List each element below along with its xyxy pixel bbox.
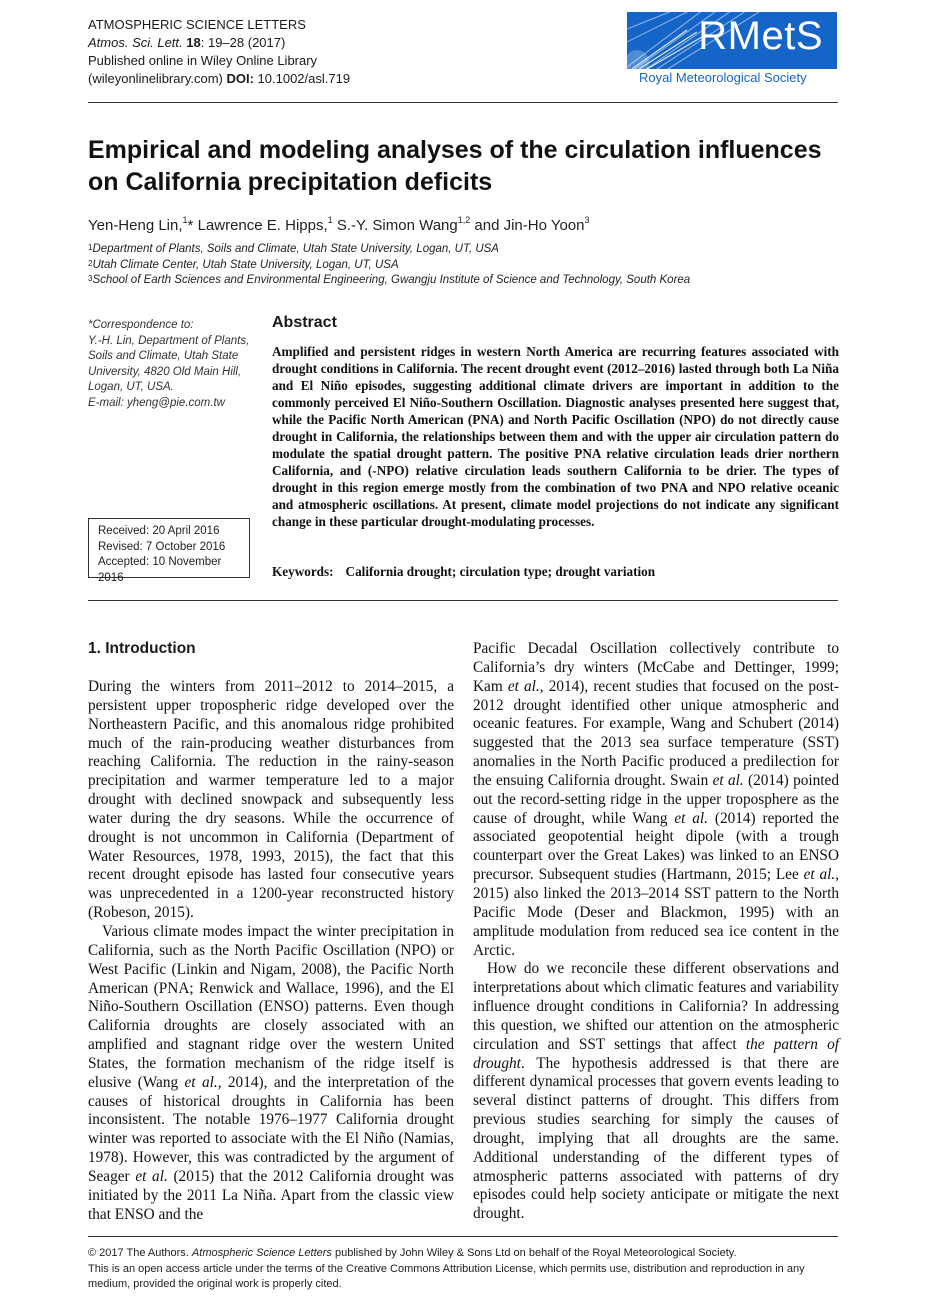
copyright-text: published by John Wiley & Sons Ltd on behalf of the Royal Meteorological Society. <box>331 1247 737 1259</box>
logo-society: Royal Meteorological Society <box>639 70 807 85</box>
doi-label: DOI: <box>226 71 254 86</box>
accepted-date: Accepted: 10 November 2016 <box>98 556 222 584</box>
library-name: (wileyonlinelibrary.com) <box>88 71 227 86</box>
abstract-rule <box>88 600 838 601</box>
text-run: Various climate modes impact the winter precipitation in California, such as the North Pacific Oscillation (NPO) or West Pacific (Linkin and Nigam, 2008), the Pacific North American (PNA; Renwick and Wallace, 1996), and the El Niño-Southern Oscillation (ENSO) patterns. Even though California droughts are closely associated with an amplified and stagnant ridge over the western United States, the formation mechanism of the ridge itself is elusive (Wang <box>88 922 454 1091</box>
affiliation <box>88 259 399 271</box>
text-run: . The hypothesis addressed is that there are different dynamical processes that govern events leading to several distinct patterns of drought. This differs from previous studies searching for simply the causes of drought, implying that all droughts are the same. Additional understanding of the different types of atmospheric patterns associated with patterns of dry episodes could help society anticipate or mitigate the next drought. <box>473 1054 839 1223</box>
logo-banner <box>627 12 837 69</box>
text-run: , 2015) also linked the 2013–2014 SST pattern to the North Pacific Mode (Deser and Blackmon, 1995) with an amplitude modulation from reduced sea ice content in the Arctic. <box>473 866 839 959</box>
affiliation-text: Department of Plants, Soils and Climate, Utah State University, Logan, UT, USA <box>92 243 499 255</box>
text-run: , 2014), and the interpretation of the causes of historical droughts in California has been inconsistent. The notable 1976–1977 California drought winter was reported to associate with the El Niño (Namias, 1978). However, this was contradicted by the argument of Seager <box>88 1073 455 1185</box>
section-heading: 1. Introduction <box>88 640 196 657</box>
correspondence-note <box>88 318 258 411</box>
text-run-italic: et al. <box>135 1167 168 1185</box>
received-date: Received: 20 April 2016 <box>98 525 220 537</box>
text-run: , 2014), recent studies that focused on the post-2012 drought identified other unique atmospheric and oceanic features. For example, Wang and Schubert (2014) suggested that the 2013 sea surface temperature (SST) anomalies in the North Pacific produced a predilection for the ensuing California drought. Swain <box>473 677 839 789</box>
text-run-italic: et al. <box>507 677 540 695</box>
published-line: Published online in Wiley Online Library <box>88 53 318 68</box>
author-sup: 1 <box>182 215 188 225</box>
text-run: (2015) that the 2012 California drought was initiated by the 2011 La Niña. Apart from the classic view that ENSO and the <box>88 1167 454 1223</box>
copyright-text: © 2017 The Authors. <box>88 1247 192 1259</box>
keywords <box>272 564 839 580</box>
author-name: Lawrence E. Hipps, <box>197 217 328 234</box>
body-column-left <box>88 678 454 1224</box>
paragraph <box>473 960 839 1224</box>
paragraph <box>473 640 839 960</box>
keywords-list: California drought; circulation type; drought variation <box>345 564 656 579</box>
author <box>198 217 333 234</box>
doi-line <box>88 70 350 88</box>
copyright-journal: Atmospheric Science Letters <box>191 1247 332 1259</box>
text-run: (2014) reported the associated geopotential height dipole (with a trough counterpart over the Great Lakes) was linked to an ENSO precursor. Subsequent studies (Hartmann, 2015; Lee <box>473 809 839 884</box>
affiliation-text: School of Earth Sciences and Environmental Engineering, Gwangju Institute of Science and Technology, South Korea <box>92 274 691 286</box>
affiliation <box>88 274 690 286</box>
correspondence-line: Y.-H. Lin, Department of Plants, <box>88 334 250 347</box>
text-run-italic: et al. <box>674 809 709 827</box>
logo-word: RMetS <box>698 14 823 58</box>
author-corresponding-mark: * <box>187 217 194 234</box>
affiliation-sup: 3 <box>88 274 93 283</box>
journal-name: ATMOSPHERIC SCIENCE LETTERS <box>88 17 306 32</box>
affiliation-sup: 1 <box>88 243 93 252</box>
footer <box>88 1246 840 1293</box>
paragraph <box>88 923 454 1225</box>
text-run-italic: et al. <box>803 866 836 884</box>
author-sup: 1,2 <box>457 215 471 225</box>
author <box>88 217 193 234</box>
article-history <box>88 518 250 584</box>
author-name: S.-Y. Simon Wang <box>336 217 458 234</box>
correspondence-line: Soils and Climate, Utah State <box>88 350 239 362</box>
author <box>474 217 589 234</box>
affiliation-text: Utah Climate Center, Utah State University, Logan, UT, USA <box>92 259 399 271</box>
text-run-italic: et al. <box>184 1073 218 1091</box>
author-sup: 3 <box>584 215 590 225</box>
correspondence-line: Logan, UT, USA. <box>88 381 174 393</box>
footer-rule <box>88 1236 838 1237</box>
citation <box>88 34 350 52</box>
author-name: and Jin-Ho Yoon <box>474 217 585 234</box>
citation-volume: 18 <box>186 35 201 50</box>
revised-date: Revised: 7 October 2016 <box>98 540 226 553</box>
article-title: Empirical and modeling analyses of the circulation influences on California precipitation deficits <box>88 136 822 196</box>
citation-pages: : 19–28 (2017) <box>200 35 286 50</box>
author-list <box>88 217 590 234</box>
text-run: (2014) pointed out the record-setting ridge in the upper troposphere as the cause of drought, while Wang <box>473 771 839 827</box>
text-run-italic: et al. <box>712 771 744 789</box>
keywords-label: Keywords: <box>272 564 334 579</box>
doi-value[interactable]: 10.1002/asl.719 <box>253 71 351 86</box>
affiliation <box>88 243 499 255</box>
body-column-right <box>473 640 839 1224</box>
correspondence-email[interactable]: E-mail: yheng@pie.com.tw <box>88 396 225 409</box>
citation-abbr: Atmos. Sci. Lett. <box>88 35 183 50</box>
copyright-line <box>88 1246 840 1262</box>
author <box>337 217 470 234</box>
text-run-italic: the pattern of drought <box>473 1035 839 1072</box>
correspondence-line: University, 4820 Old Main Hill, <box>88 365 242 378</box>
author-sup: 1 <box>327 215 333 225</box>
abstract-heading: Abstract <box>272 314 337 331</box>
journal-info <box>88 16 350 88</box>
correspondence-line: *Correspondence to: <box>88 319 194 331</box>
text-run: How do we reconcile these different observations and interpretations about which climatic features and variability influence drought conditions in California? In addressing this question, we shifted our attention on the atmospheric circulation and SST settings that affect <box>473 960 839 1053</box>
abstract-body: Amplified and persistent ridges in western North America are recurring features associated with drought conditions in California. The recent drought event (2012–2016) lasted through both La Niña and El Niño episodes, suggesting additional climate drivers are important in addition to the commonly perceived El Niño-Southern Oscillation. Diagnostic analyses presented here suggest that, while the Pacific North American (PNA) and North Pacific Oscillation (NPO) do not directly cause drought in California, the relationships between them and with the upper air circulation pattern do modulate the spatial drought pattern. The positive PNA relative circulation leads drier northern California, and (-NPO) relative circulation leads southern California to be drier. The types of drought in this region emerge mostly from the combination of two PNA and NPO relative oceanic and atmospheric oscillations. At present, climate model projections do not indicate any significant change in these particular drought-modulating processes. <box>272 344 839 529</box>
author-name: Yen-Heng Lin, <box>88 217 183 234</box>
header-rule <box>88 102 838 103</box>
license-text: This is an open access article under the terms of the Creative Commons Attribution License, which permits use, distribution and reproduction in any medium, provided the original work is properly cited. <box>88 1262 805 1290</box>
affiliation-sup: 2 <box>88 259 93 268</box>
text-run: Pacific Decadal Oscillation collectively contribute to California’s dry winters (McCabe and Dettinger, 1999; Kam <box>473 640 839 695</box>
rmets-logo <box>627 12 837 88</box>
paragraph: During the winters from 2011–2012 to 2014–2015, a persistent upper tropospheric ridge developed over the Northeastern Pacific, and this anomalous ridge prohibited much of the rain-producing weather disturbances from reaching California. The reduction in the rainy-season precipitation and warmer temperature led to a major drought with declined snowpack and subsequently less water during the dry seasons. While the occurrence of drought is not uncommon in California (Department of Water Resources, 1978, 1993, 2015), the fact that this recent drought episode has lasted four consecutive years was unprecedented in a 1200-year reconstructed history (Robeson, 2015). <box>88 678 454 922</box>
